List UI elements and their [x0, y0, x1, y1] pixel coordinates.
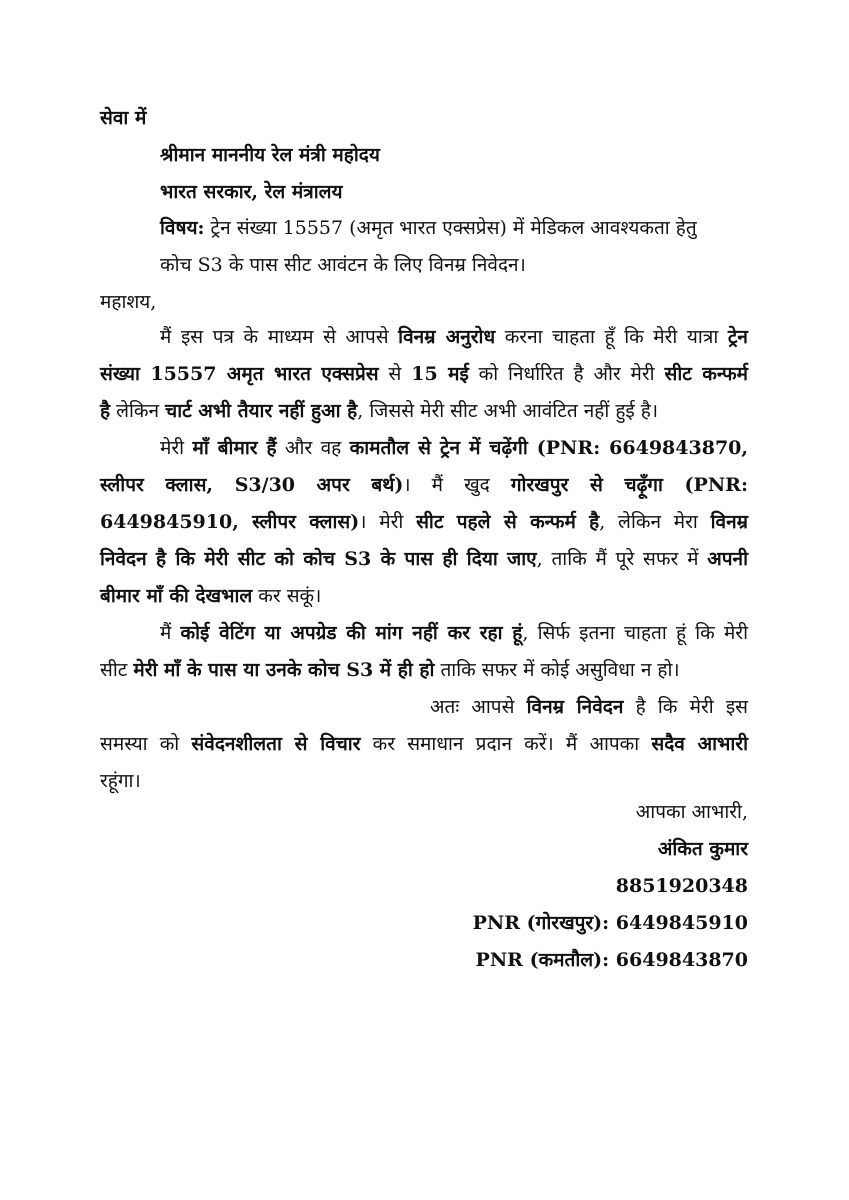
- bold-text-segment: बीमार माँ की देखभाल: [100, 585, 253, 607]
- salutation-to: सेवा में: [100, 107, 147, 129]
- bold-text-segment: विनम्र अनुरोध: [398, 326, 496, 348]
- text-segment: और वह: [276, 437, 350, 459]
- closing: आपका आभारी,: [635, 801, 748, 823]
- para2-line5: [100, 584, 321, 608]
- bold-text-segment: सीट कन्फर्म: [664, 363, 748, 385]
- para1-line2: [100, 362, 748, 386]
- para2-line2: [100, 473, 748, 497]
- bold-text-segment: सदैव आभारी: [651, 733, 748, 755]
- para4-line2: [100, 732, 748, 756]
- text-segment: , जिससे मेरी सीट अभी आवंटित नहीं हुई है।: [357, 400, 659, 422]
- text-segment: करना चाहता हूँ कि मेरी यात्रा: [495, 326, 728, 348]
- para1-line1: [160, 325, 748, 349]
- text-segment: को निर्धारित है और मेरी: [468, 363, 665, 385]
- bold-text-segment: है: [100, 400, 111, 422]
- text-segment: लेकिन: [110, 400, 166, 422]
- text-segment: मैं: [160, 622, 181, 644]
- bold-text-segment: 6449845910, स्लीपर क्लास): [100, 511, 360, 533]
- bold-text-segment: 15 मई: [411, 363, 469, 385]
- bold-text-segment: माँ बीमार हैं: [192, 437, 277, 459]
- bold-text-segment: संख्या 15557 अमृत भारत एक्सप्रेस: [100, 363, 379, 385]
- pnr-kamtaul: PNR (कमतौल): 6649843870: [475, 949, 748, 971]
- text-segment: । मेरी: [359, 511, 417, 533]
- bold-text-segment: कामतौल से ट्रेन में चढ़ेंगी (PNR: 6649843870,: [349, 437, 748, 459]
- text-segment: सीट: [100, 659, 134, 681]
- bold-text-segment: मेरी माँ के पास या उनके कोच S3 में ही हो: [133, 659, 435, 681]
- para2-line3: [100, 510, 748, 534]
- para2-line4: [100, 547, 748, 571]
- signer-phone: 8851920348: [615, 875, 748, 897]
- bold-text-segment: स्लीपर क्लास, S3/30 अपर बर्थ): [100, 474, 404, 496]
- text-segment: से: [378, 363, 412, 385]
- greeting: महाशय,: [100, 291, 157, 313]
- signer-name: अंकित कुमार: [657, 838, 748, 860]
- subject-label: विषय:: [160, 217, 205, 239]
- bold-text-segment: अपनी: [707, 548, 748, 570]
- text-segment: ताकि सफर में कोई असुविधा न हो।: [434, 659, 680, 681]
- bold-text-segment: सीट पहले से कन्फर्म है: [416, 511, 600, 533]
- para3-line2: [100, 658, 680, 682]
- pnr-gorakhpur: PNR (गोरखपुर): 6449845910: [472, 912, 748, 934]
- text-segment: । मैं खुद: [403, 474, 511, 496]
- para4-line3: रहूंगा।: [100, 770, 141, 792]
- text-segment: अतः आपसे: [430, 696, 527, 718]
- text-segment: कर सकूं।: [252, 585, 322, 607]
- text-segment: , लेकिन मेरा: [599, 511, 711, 533]
- bold-text-segment: विनम्र निवेदन: [526, 696, 624, 718]
- bold-text-segment: संवेदनशीलता से विचार: [191, 733, 361, 755]
- text-segment: मेरी: [160, 437, 193, 459]
- bold-text-segment: विनम्र: [710, 511, 749, 533]
- bold-text-segment: कोई वेटिंग या अपग्रेड की मांग नहीं कर रहा हूं: [180, 622, 523, 644]
- bold-text-segment: गोरखपुर से चढ़ूँगा (PNR:: [510, 474, 748, 496]
- text-segment: समस्या को: [100, 733, 192, 755]
- subject-text: ट्रेन संख्या 15557 (अमृत भारत एक्सप्रेस) में मेडिकल आवश्यकता हेतु: [204, 217, 697, 239]
- subject-line-2: कोच S3 के पास सीट आवंटन के लिए विनम्र निवेदन।: [160, 254, 526, 276]
- text-segment: , सिर्फ इतना चाहता हूं कि मेरी: [522, 622, 748, 644]
- recipient-title: श्रीमान माननीय रेल मंत्री महोदय: [160, 144, 380, 166]
- bold-text-segment: चार्ट अभी तैयार नहीं हुआ है: [165, 400, 358, 422]
- bold-text-segment: ट्रेन: [727, 326, 748, 348]
- para4-line1: [430, 695, 748, 719]
- text-segment: है कि मेरी इस: [623, 696, 748, 718]
- para3-line1: [160, 621, 748, 645]
- bold-text-segment: निवेदन है कि मेरी सीट को कोच S3 के पास ही दिया जाए: [100, 548, 537, 570]
- text-segment: मैं इस पत्र के माध्यम से आपसे: [160, 326, 399, 348]
- text-segment: कर समाधान प्रदान करें। मैं आपका: [360, 733, 652, 755]
- subject-line-1: [160, 216, 697, 240]
- recipient-office: भारत सरकार, रेल मंत्रालय: [160, 181, 343, 203]
- para1-line3: [100, 399, 658, 423]
- para2-line1: [160, 436, 748, 460]
- text-segment: , ताकि मैं पूरे सफर में: [536, 548, 708, 570]
